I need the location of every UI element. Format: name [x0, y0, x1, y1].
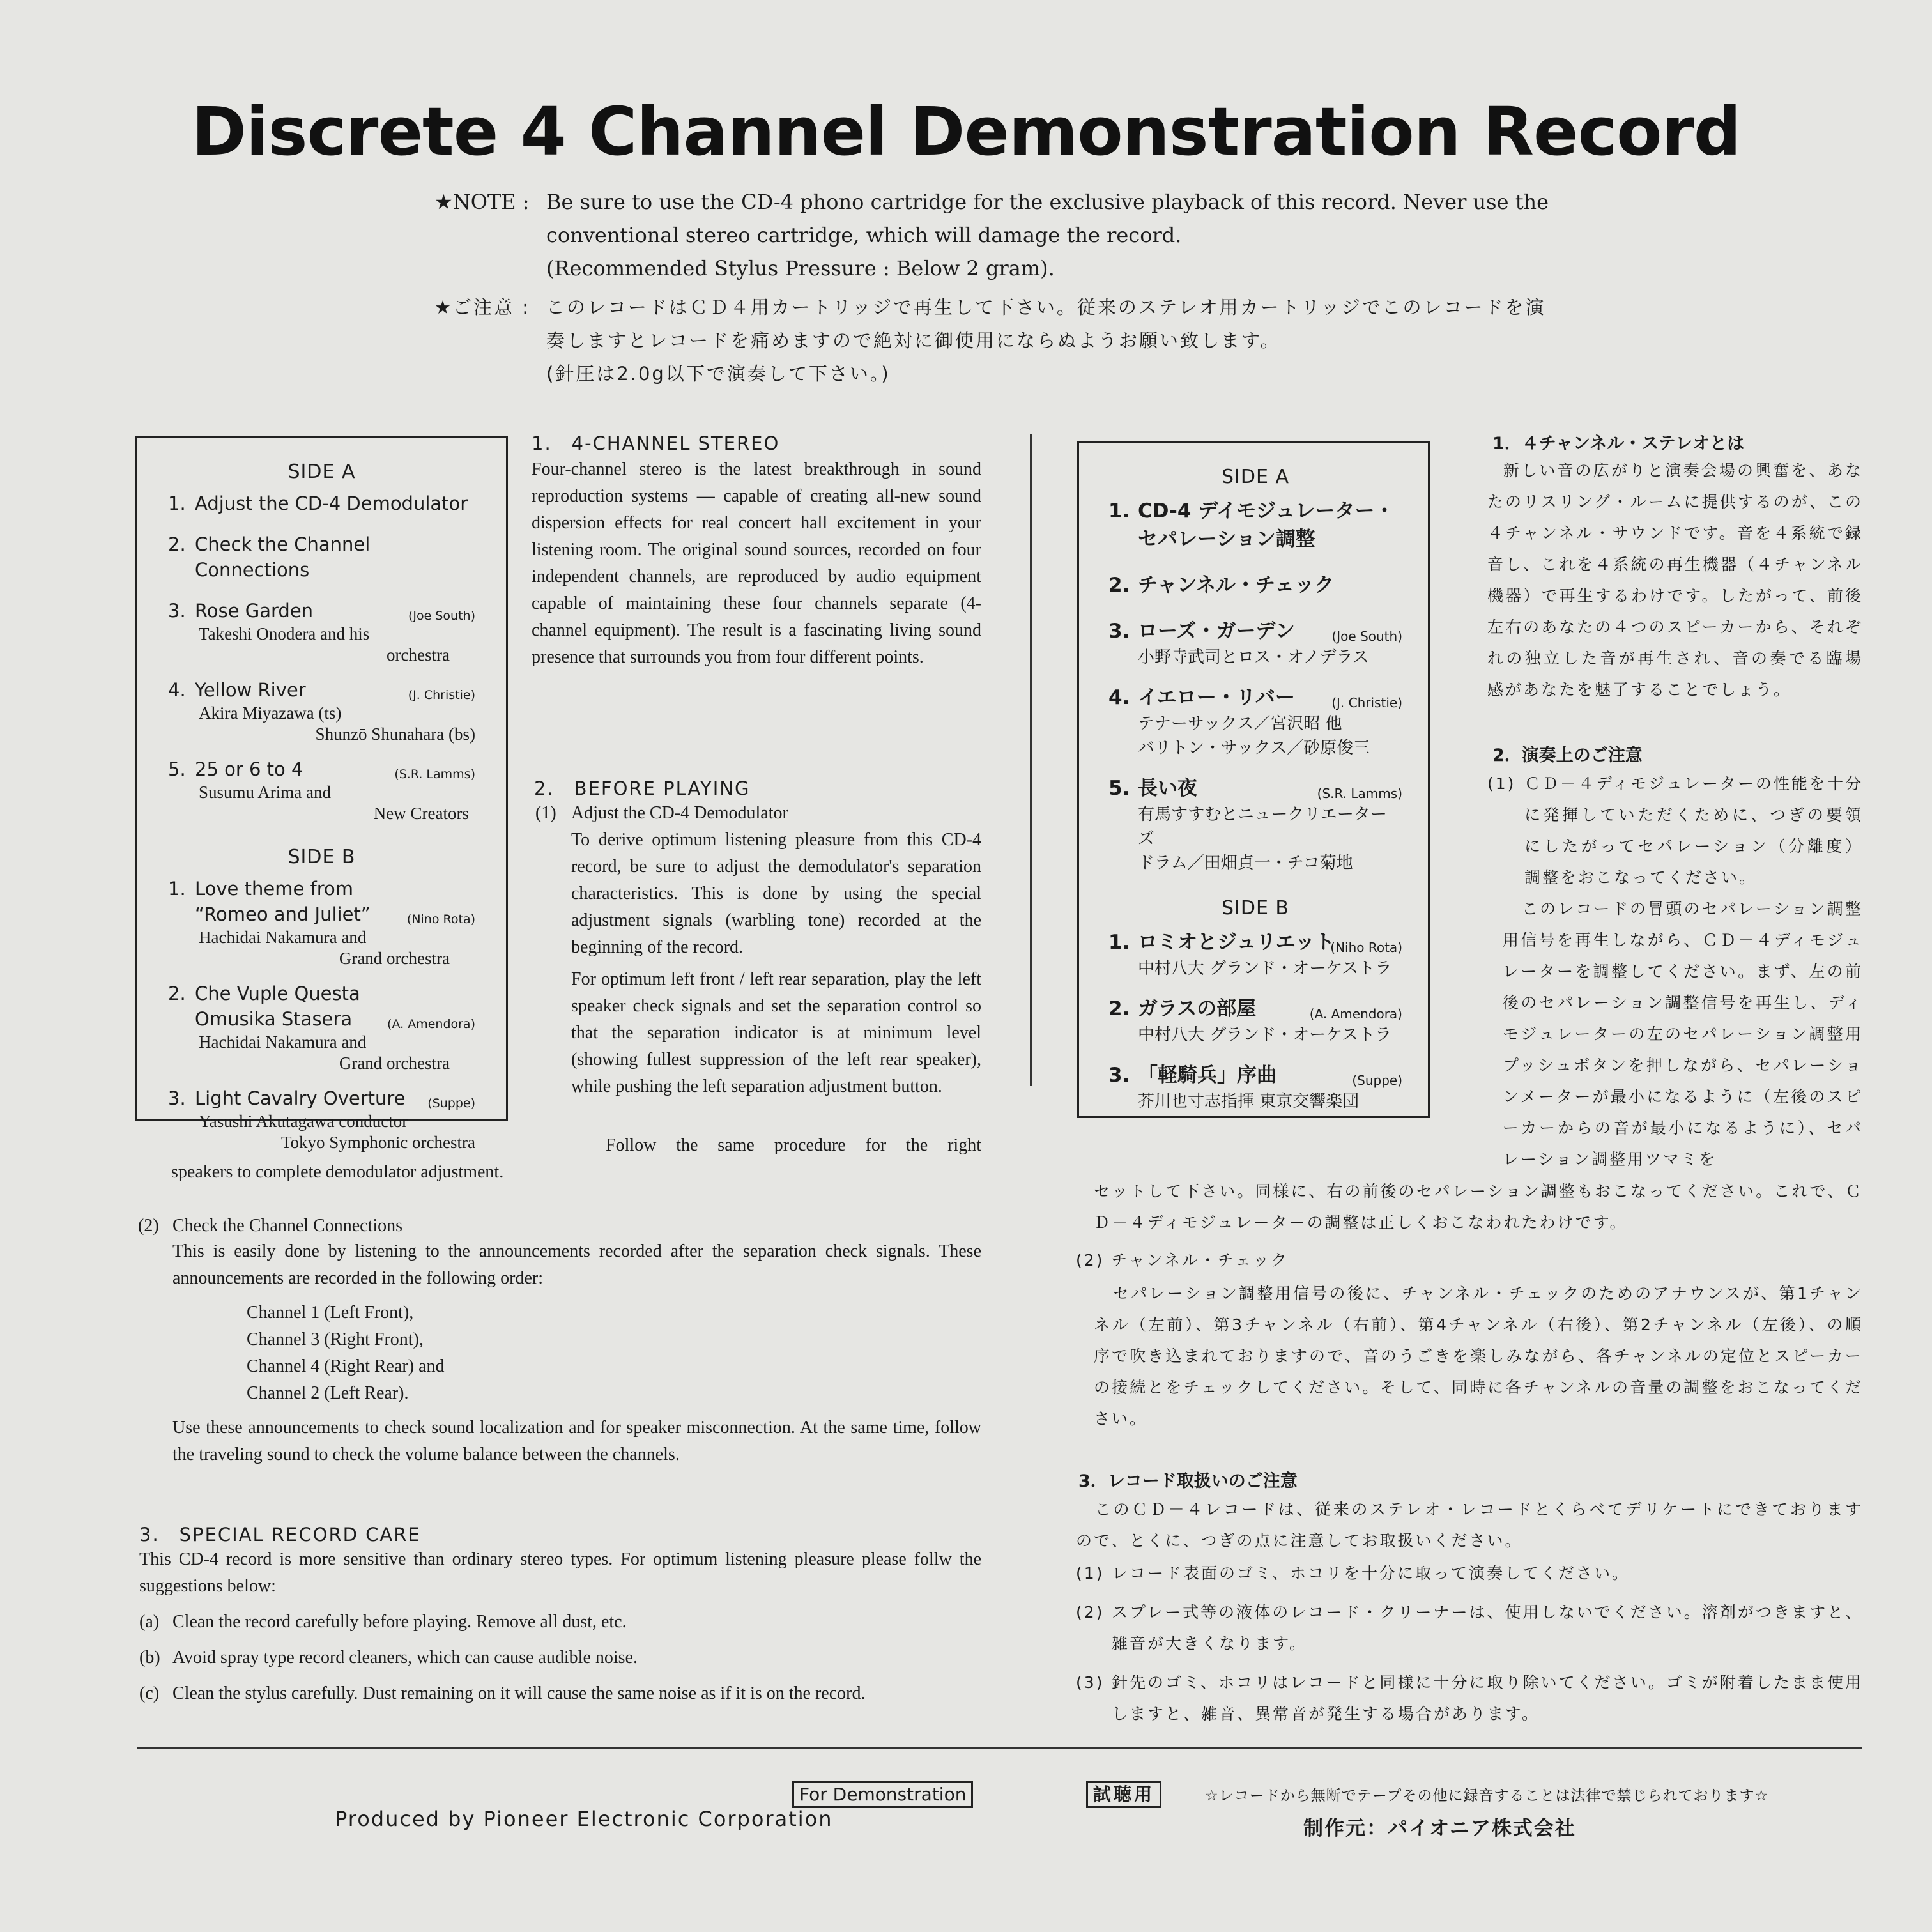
- track-item: [1108, 617, 1402, 670]
- track-composer: (Suppe): [427, 1096, 475, 1110]
- note-en-label: ★NOTE :: [434, 190, 530, 214]
- track-name-line2: “Romeo and Juliet”: [195, 903, 371, 925]
- step-label: (2): [138, 1216, 159, 1236]
- producer-english: Produced by Pioneer Electronic Corporation: [335, 1807, 833, 1831]
- jp-step-paragraph: セパレーション調整用信号の後に、チャンネル・チェックのためのアナウンスが、第1チャンネル（左前）、第3チャンネル（右前）、第4チャンネル（右後）、第2チャンネル（左後）、の順序で吹き込まれておりますので、音のうごきを楽しみながら、各チャンネルの定位とスピーカーの接続とをチェックしてください。そして、同時に各チャンネルの音量の調整をおこなってください。: [1094, 1284, 1863, 1428]
- track-name: CD-4 デイモジュレーター・: [1138, 500, 1395, 523]
- track-performer: ドラム／田畑貞一・チコ菊地: [1138, 854, 1353, 873]
- section-text-stereo: Four-channel stereo is the latest breakthrough in sound reproduction systems — capable of creating all-new sound dispersion effects for real concert hall excitement in your listening room. The original sound sources, recorded on four independent channels, are reproduced by audio equipment capable of maintaining these four channels separate (4-channel equipment). The result is a fascinating living sound presence that surrounds you from four different points.: [532, 459, 981, 667]
- track-performer: Grand orchestra: [339, 1054, 450, 1073]
- track-name: Check the Channel Connections: [195, 533, 371, 581]
- track-composer: (Joe South): [1331, 629, 1402, 644]
- side-b-title: SIDE B: [288, 846, 356, 868]
- track-performer: 芥川也寸志指揮 東京交響楽団: [1138, 1092, 1360, 1111]
- track-number: 1.: [168, 493, 186, 514]
- jp-care-item-text: スプレー式等の液体のレコード・クリーナーは、使用しないでください。溶剤がつきますと、雑音が大きくなります。: [1112, 1603, 1863, 1653]
- track-list-box-jp: [1077, 441, 1430, 1118]
- channel-item: Channel 4 (Right Rear) and: [247, 1356, 445, 1376]
- track-name: Love theme from: [195, 878, 354, 900]
- jp-care-item: [1076, 1597, 1863, 1659]
- section-title-stereo: 1. 4-CHANNEL STEREO: [532, 433, 780, 454]
- track-performer: バリトン・サックス／砂原俊三: [1138, 739, 1370, 758]
- track-performer: テナーサックス／宮沢昭 他: [1138, 714, 1342, 733]
- jp-step-paragraph: ＣＤ－４ディモジュレーターの性能を十分に発揮していただくために、つぎの要領にしたがってセパレーション（分離度）調整をおこなってください。: [1524, 774, 1863, 887]
- page-title: Discrete 4 Channel Demonstration Record: [191, 93, 1741, 171]
- side-b-title: SIDE B: [1221, 897, 1290, 919]
- channel-item: Channel 2 (Left Rear).: [247, 1383, 409, 1403]
- track-name: ロミオとジュリエット: [1138, 931, 1335, 954]
- track-item: [168, 491, 475, 516]
- track-composer: (A. Amendora): [1309, 1006, 1402, 1022]
- care-item-text: Clean the stylus carefully. Dust remaining on it will cause the same noise as if it is on the record.: [172, 1683, 866, 1703]
- track-item: [168, 1085, 475, 1153]
- track-number: 4.: [168, 679, 186, 701]
- jp-step-label: (1): [1487, 774, 1516, 793]
- care-item-label: (a): [139, 1612, 160, 1632]
- step-paragraph: This is easily done by listening to the announcements recorded after the separation check signals. These announcements are recorded in the following order:: [172, 1241, 981, 1288]
- track-name: 長い夜: [1138, 777, 1197, 800]
- care-list: [139, 1609, 981, 1707]
- column-divider: [1030, 434, 1032, 1086]
- track-name: Adjust the CD-4 Demodulator: [195, 493, 468, 514]
- care-item: [139, 1644, 981, 1671]
- channel-item: Channel 3 (Right Front),: [247, 1330, 424, 1349]
- track-composer: (J. Christie): [408, 688, 475, 702]
- track-composer: (Suppe): [1352, 1073, 1402, 1088]
- jp-care-item: [1076, 1558, 1863, 1589]
- track-number: 2.: [168, 533, 186, 555]
- track-number: 1.: [1108, 500, 1130, 523]
- step-title: Check the Channel Connections: [172, 1216, 403, 1236]
- step-label: (1): [535, 803, 556, 823]
- track-number: 3.: [168, 600, 186, 622]
- track-name: チャンネル・チェック: [1138, 574, 1335, 597]
- track-item: [168, 981, 475, 1074]
- track-composer: (A. Amendora): [387, 1017, 475, 1031]
- note-jp-label: ★ご注意 :: [434, 296, 530, 318]
- track-performer: Takeshi Onodera and his: [199, 624, 370, 643]
- jp-section-text-stereo: 新しい音の広がりと演奏会場の興奮を、あなたのリスリング・ルームに提供するのが、この４チャンネル・サウンドです。音を４系統で録音し、これを４系統の再生機器（４チャンネル機器）で再生するわけです。したがって、前後左右のあなたの４つのスピーカーから、それぞれの独立した音が再生され、音の奏でる臨場感があなたを魅了することでしょう。: [1487, 461, 1863, 699]
- track-composer: (Nino Rota): [406, 912, 475, 926]
- track-performer: 中村八大 グランド・オーケストラ: [1138, 959, 1392, 978]
- track-performer: 小野寺武司とロス・オノデラス: [1138, 648, 1369, 667]
- side-a-title: SIDE A: [288, 461, 356, 483]
- track-number: 2.: [168, 983, 186, 1004]
- jp-care-item-label: (1): [1076, 1564, 1105, 1583]
- track-number: 3.: [1108, 620, 1130, 643]
- jp-step-paragraph: セットして下さい。同様に、右の前後のセパレーション調整もおこなってください。これで、ＣＤ－４ディモジュレーターの調整は正しくおこなわれたわけです。: [1094, 1182, 1863, 1232]
- channel-list: [247, 1300, 444, 1407]
- jp-care-item-text: 針先のゴミ、ホコリはレコードと同様に十分に取り除いてください。ゴミが附着したまま使用しますと、雑音、異常音が発生する場合があります。: [1112, 1673, 1863, 1723]
- note-jp-sub: (針圧は2.0g以下で演奏して下さい。): [546, 363, 891, 385]
- care-item: [139, 1609, 981, 1636]
- track-performer: Hachidai Nakamura and: [199, 1032, 367, 1052]
- track-item: [168, 677, 475, 745]
- producer-japanese: 制作元：パイオニア株式会社: [1303, 1817, 1576, 1840]
- shichouyou-stamp: 試聴用: [1086, 1781, 1162, 1808]
- recording-prohibited-notice: ☆レコードから無断でテープその他に録音することは法律で禁じられております☆: [1205, 1788, 1769, 1804]
- note-en-text: Be sure to use the CD-4 phono cartridge for the exclusive playback of this record. Never use the conventional stereo cartridge, which will damage the record.: [546, 190, 1549, 247]
- track-name: Che Vuple Questa: [195, 983, 360, 1004]
- jp-care-item-label: (2): [1076, 1603, 1105, 1621]
- track-item: [1108, 1061, 1402, 1114]
- track-name: Rose Garden: [195, 600, 314, 622]
- channel-item: Channel 1 (Left Front),: [247, 1303, 414, 1322]
- track-number: 3.: [1108, 1064, 1130, 1087]
- jp-section-text-care: このＣＤ－４レコードは、従来のステレオ・レコードとくらべてデリケートにできておりますので、とくに、つぎの点に注意してお取扱いください。: [1076, 1500, 1863, 1550]
- track-item: [168, 532, 475, 583]
- track-item: [1108, 684, 1402, 760]
- track-name: Light Cavalry Overture: [195, 1087, 406, 1109]
- care-item-label: (b): [139, 1648, 160, 1667]
- track-list-box-en: [135, 436, 508, 1152]
- track-number: 2.: [1108, 574, 1130, 597]
- track-performer: Shunzō Shunahara (bs): [315, 724, 475, 744]
- step-paragraph: Use these announcements to check sound localization and for speaker misconnection. At the same time, follow the traveling sound to check the volume balance between the channels.: [172, 1418, 981, 1464]
- jp-section-title-stereo: 1．４チャンネル・ステレオとは: [1492, 434, 1745, 454]
- track-performer: Tokyo Symphonic orchestra: [280, 1133, 475, 1152]
- jp-step-paragraph: このレコードの冒頭のセパレーション調整用信号を再生しながら、ＣＤ－４ディモジュレーターを調整してください。まず、左の前後のセパレーション調整信号を再生し、ディモジュレーターの左のセパレーション調整用プッシュボタンを押しながら、セパレーションメーターが最小になるように（左後のスピーカーからの音が最小になるように）、セパレーション調整用ツマミを: [1503, 900, 1863, 1169]
- track-name-line2: セパレーション調整: [1138, 528, 1315, 551]
- track-performer: orchestra: [387, 645, 450, 664]
- jp-section-title-care: 3．レコード取扱いのご注意: [1078, 1471, 1298, 1491]
- track-item: [1108, 571, 1402, 599]
- track-number: 3.: [168, 1087, 186, 1109]
- note-jp-text: このレコードはＣＤ４用カートリッジで再生して下さい。従来のステレオ用カートリッジでこのレコードを演奏しますとレコードを痛めますので絶対に御使用にならぬようお願い致します。: [546, 296, 1546, 351]
- track-performer: New Creators: [373, 804, 469, 823]
- track-performer: 中村八大 グランド・オーケストラ: [1138, 1025, 1392, 1045]
- track-performer: Yasushi Akutagawa conductor: [199, 1112, 408, 1131]
- track-item: [168, 876, 475, 969]
- care-item-text: Avoid spray type record cleaners, which can cause audible noise.: [172, 1648, 638, 1667]
- track-number: 4.: [1108, 686, 1130, 709]
- track-item: [1108, 497, 1402, 553]
- section-text-record-care: This CD-4 record is more sensitive than ordinary stereo types. For optimum listening pleasure please follw the suggestions below:: [139, 1549, 981, 1596]
- step-paragraph: speakers to complete demodulator adjustment.: [171, 1162, 504, 1182]
- track-name: 25 or 6 to 4: [195, 758, 303, 780]
- track-item: [1108, 995, 1402, 1047]
- jp-step-title: (2) チャンネル・チェック: [1076, 1251, 1289, 1269]
- track-name-line2: Omusika Stasera: [195, 1008, 353, 1030]
- track-performer: Akira Miyazawa (ts): [199, 703, 342, 723]
- track-performer: Hachidai Nakamura and: [199, 928, 367, 947]
- track-number: 2.: [1108, 997, 1130, 1020]
- care-item: [139, 1680, 981, 1707]
- track-number: 1.: [1108, 931, 1130, 954]
- track-composer: (Joe South): [408, 609, 475, 623]
- track-name: イエロー・リバー: [1138, 686, 1295, 709]
- track-item: [1108, 774, 1402, 875]
- jp-care-item-label: (3): [1076, 1673, 1105, 1692]
- step-paragraph: For optimum left front / left rear separation, play the left speaker check signals and set the separation control so that the separation indicator is at minimum level (showing fullest suppression of the left rear speaker), while pushing the left separation adjustment button.: [571, 969, 981, 1096]
- track-composer: (Niho Rota): [1330, 940, 1402, 955]
- track-composer: (S.R. Lamms): [394, 767, 475, 781]
- note-japanese: [434, 291, 1559, 390]
- track-number: 5.: [1108, 777, 1130, 800]
- track-item: [168, 598, 475, 666]
- step-title: Adjust the CD-4 Demodulator: [571, 803, 788, 823]
- jp-care-list: [1076, 1558, 1863, 1729]
- track-performer: Grand orchestra: [339, 949, 450, 968]
- track-composer: (S.R. Lamms): [1317, 786, 1402, 801]
- track-item: [168, 756, 475, 824]
- care-item-text: Clean the record carefully before playing. Remove all dust, etc.: [172, 1612, 627, 1632]
- for-demonstration-stamp: For Demonstration: [792, 1781, 973, 1808]
- track-performer: Susumu Arima and: [199, 783, 331, 802]
- track-name: 「軽騎兵」序曲: [1138, 1064, 1276, 1087]
- section-title-record-care: 3. SPECIAL RECORD CARE: [139, 1524, 421, 1545]
- section-title-before-playing: 2. BEFORE PLAYING: [534, 778, 751, 799]
- footer-divider: [137, 1747, 1862, 1749]
- track-name: Yellow River: [195, 679, 306, 701]
- track-composer: (J. Christie): [1331, 695, 1402, 710]
- jp-care-item-text: レコード表面のゴミ、ホコリを十分に取って演奏してください。: [1112, 1564, 1630, 1583]
- note-en-sub: (Recommended Stylus Pressure : Below 2 gram).: [546, 256, 1055, 280]
- track-number: 1.: [168, 878, 186, 900]
- jp-section-title-playing: 2．演奏上のご注意: [1492, 746, 1643, 765]
- track-performer: 有馬すすむとニュークリエーターズ: [1138, 805, 1387, 848]
- note-english: [434, 185, 1559, 285]
- step-paragraph: To derive optimum listening pleasure from this CD-4 record, be sure to adjust the demodulator's separation characteristics. This is done by using the special adjustment signals (warbling tone) recorded at the beginning of the record.: [571, 830, 981, 957]
- jp-care-item: [1076, 1667, 1863, 1729]
- side-a-title: SIDE A: [1221, 466, 1289, 488]
- track-item: [1108, 928, 1402, 981]
- care-item-label: (c): [139, 1683, 160, 1703]
- track-name: ガラスの部屋: [1138, 997, 1257, 1020]
- step-paragraph: Follow the same procedure for the right: [606, 1135, 981, 1155]
- track-name: ローズ・ガーデン: [1138, 620, 1295, 643]
- track-number: 5.: [168, 758, 186, 780]
